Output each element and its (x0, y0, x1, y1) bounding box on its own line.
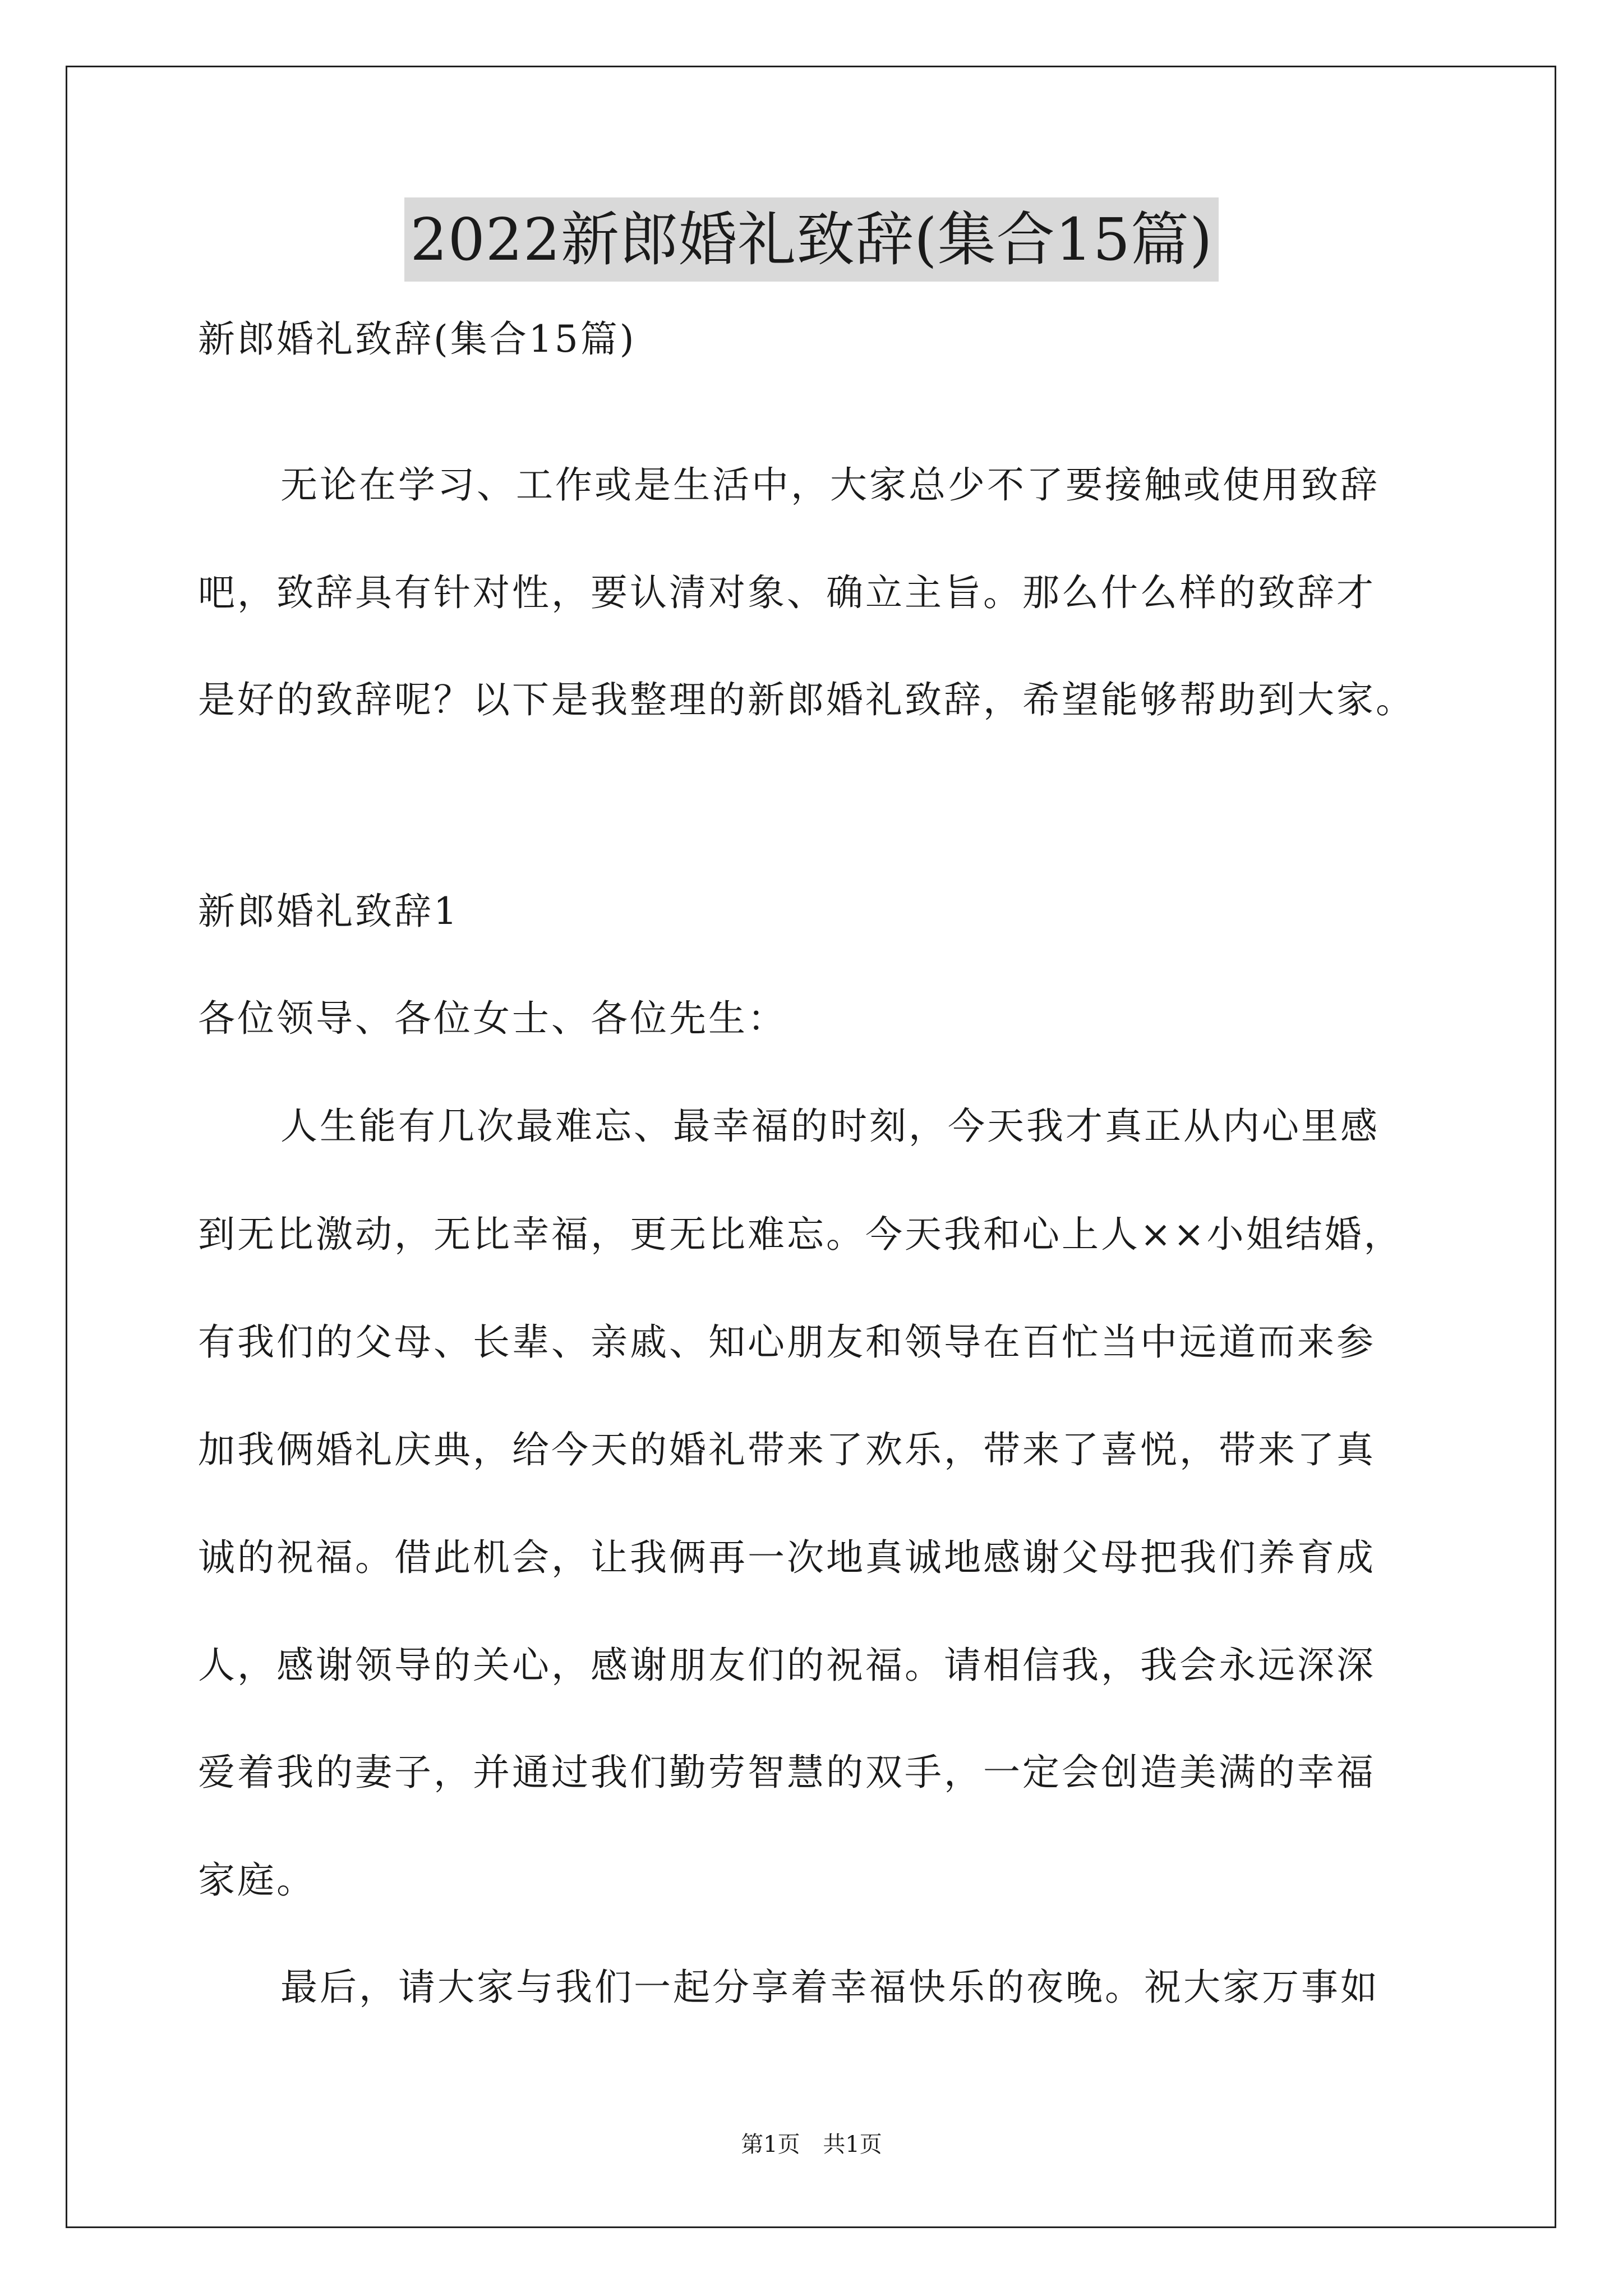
title-container (0, 197, 1623, 282)
paragraph-line: 诚的祝福。借此机会，让我俩再一次地真诚地感谢父母把我们养育成 (198, 1536, 1376, 1579)
paragraph-line: 最后，请大家与我们一起分享着幸福快乐的夜晚。祝大家万事如 (280, 1966, 1380, 2009)
paragraph-line: 人生能有几次最难忘、最幸福的时刻，今天我才真正从内心里感 (280, 1105, 1380, 1148)
paragraph-line: 家庭。 (198, 1858, 316, 1902)
paragraph-line: 无论在学习、工作或是生活中，大家总少不了要接触或使用致辞 (280, 463, 1380, 507)
paragraph-line: 是好的致辞呢？以下是我整理的新郎婚礼致辞，希望能够帮助到大家。 (198, 678, 1415, 721)
paragraph-line: 有我们的父母、长辈、亲戚、知心朋友和领导在百忙当中远道而来参 (198, 1320, 1376, 1364)
paragraph-line: 加我俩婚礼庆典，给今天的婚礼带来了欢乐，带来了喜悦，带来了真 (198, 1428, 1376, 1471)
page-total: 共1页 (823, 2132, 882, 2157)
subtitle-line: 新郎婚礼致辞(集合15篇) (198, 318, 637, 361)
paragraph-line: 吧，致辞具有针对性，要认清对象、确立主旨。那么什么样的致辞才 (198, 571, 1376, 614)
page-number: 第1页 (741, 2132, 800, 2157)
salutation-line: 各位领导、各位女士、各位先生： (198, 997, 787, 1040)
paragraph-line: 到无比激动，无比幸福，更无比难忘。今天我和心上人××小姐结婚， (198, 1213, 1403, 1256)
document-title: 2022新郎婚礼致辞(集合15篇) (404, 197, 1218, 282)
section-heading: 新郎婚礼致辞1 (198, 890, 459, 933)
page-footer (0, 2128, 1623, 2161)
paragraph-line: 人，感谢领导的关心，感谢朋友们的祝福。请相信我，我会永远深深 (198, 1644, 1376, 1687)
paragraph-line: 爱着我的妻子，并通过我们勤劳智慧的双手，一定会创造美满的幸福 (198, 1751, 1376, 1794)
